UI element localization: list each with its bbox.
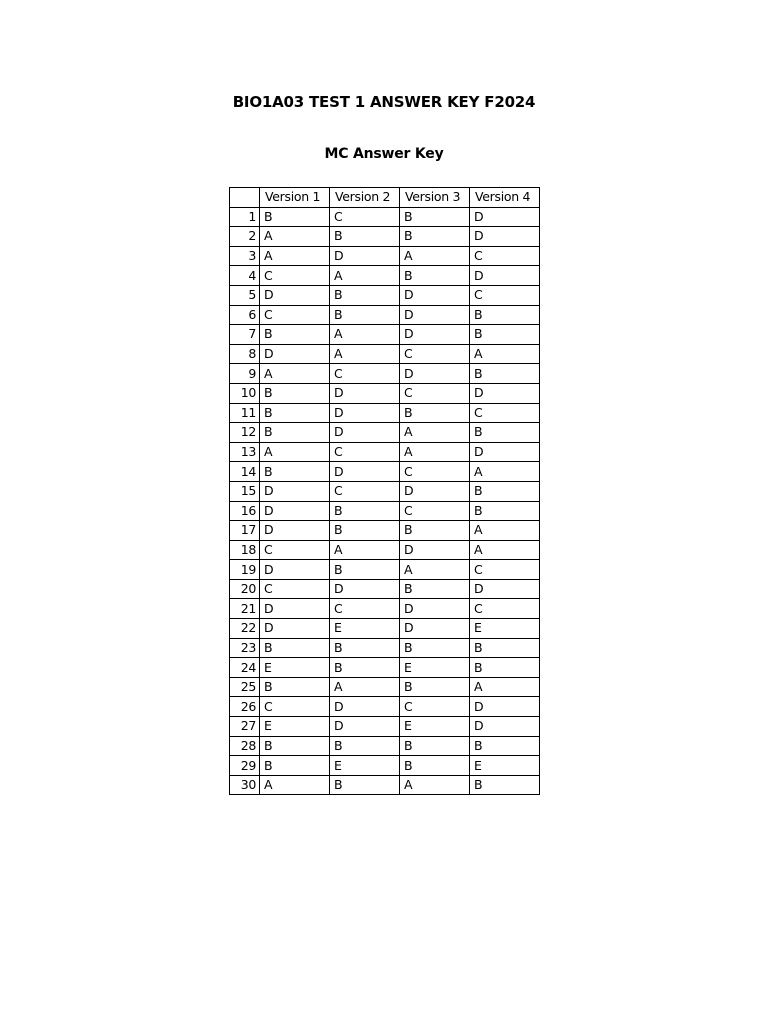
- answer-key-table: [229, 187, 540, 795]
- answer-cell: E: [400, 717, 470, 737]
- answer-cell: A: [260, 364, 330, 384]
- table-row: [230, 442, 540, 462]
- table-row: [230, 501, 540, 521]
- answer-cell: B: [260, 638, 330, 658]
- answer-cell: A: [400, 775, 470, 795]
- question-number: 4: [230, 266, 260, 286]
- answer-cell: D: [260, 521, 330, 541]
- question-number: 11: [230, 403, 260, 423]
- answer-cell: B: [330, 736, 400, 756]
- answer-cell: A: [470, 462, 540, 482]
- question-number: 19: [230, 560, 260, 580]
- header-cell-version-2: Version 2: [330, 188, 400, 208]
- answer-cell: C: [470, 246, 540, 266]
- answer-cell: D: [470, 383, 540, 403]
- question-number: 22: [230, 619, 260, 639]
- answer-cell: D: [470, 717, 540, 737]
- answer-cell: B: [330, 305, 400, 325]
- answer-cell: B: [470, 423, 540, 443]
- question-number: 27: [230, 717, 260, 737]
- answer-cell: B: [330, 285, 400, 305]
- header-cell-version-4: Version 4: [470, 188, 540, 208]
- table-row: [230, 697, 540, 717]
- answer-cell: B: [470, 658, 540, 678]
- answer-cell: C: [400, 501, 470, 521]
- question-number: 25: [230, 677, 260, 697]
- answer-cell: B: [470, 481, 540, 501]
- answer-cell: C: [260, 579, 330, 599]
- answer-cell: D: [400, 481, 470, 501]
- answer-cell: E: [470, 619, 540, 639]
- answer-cell: D: [260, 501, 330, 521]
- answer-cell: D: [400, 619, 470, 639]
- answer-cell: B: [470, 736, 540, 756]
- answer-cell: D: [260, 344, 330, 364]
- table-row: [230, 775, 540, 795]
- header-cell-number: [230, 188, 260, 208]
- table-row: [230, 383, 540, 403]
- answer-cell: D: [330, 403, 400, 423]
- answer-cell: D: [330, 579, 400, 599]
- table-row: [230, 638, 540, 658]
- answer-cell: D: [470, 207, 540, 227]
- header-cell-version-1: Version 1: [260, 188, 330, 208]
- question-number: 29: [230, 756, 260, 776]
- answer-cell: C: [400, 344, 470, 364]
- answer-cell: E: [330, 756, 400, 776]
- answer-cell: A: [470, 344, 540, 364]
- answer-cell: D: [470, 442, 540, 462]
- answer-cell: A: [330, 325, 400, 345]
- answer-cell: C: [330, 442, 400, 462]
- answer-cell: D: [400, 540, 470, 560]
- answer-cell: C: [260, 697, 330, 717]
- answer-cell: D: [400, 305, 470, 325]
- table-row: [230, 364, 540, 384]
- question-number: 12: [230, 423, 260, 443]
- answer-cell: A: [330, 540, 400, 560]
- answer-cell: B: [260, 677, 330, 697]
- answer-cell: B: [400, 266, 470, 286]
- answer-cell: A: [400, 246, 470, 266]
- answer-cell: B: [260, 325, 330, 345]
- table-row: [230, 325, 540, 345]
- answer-cell: D: [470, 227, 540, 247]
- answer-cell: B: [470, 364, 540, 384]
- table-row: [230, 305, 540, 325]
- answer-cell: A: [260, 775, 330, 795]
- answer-cell: B: [260, 383, 330, 403]
- answer-cell: B: [330, 775, 400, 795]
- answer-cell: A: [260, 442, 330, 462]
- question-number: 15: [230, 481, 260, 501]
- answer-cell: D: [330, 423, 400, 443]
- question-number: 3: [230, 246, 260, 266]
- table-row: [230, 736, 540, 756]
- question-number: 13: [230, 442, 260, 462]
- answer-cell: B: [260, 423, 330, 443]
- table-row: [230, 619, 540, 639]
- answer-cell: A: [470, 540, 540, 560]
- answer-cell: A: [400, 442, 470, 462]
- answer-cell: A: [400, 560, 470, 580]
- answer-cell: B: [260, 462, 330, 482]
- answer-cell: D: [260, 619, 330, 639]
- answer-cell: B: [400, 403, 470, 423]
- answer-cell: C: [400, 697, 470, 717]
- question-number: 9: [230, 364, 260, 384]
- answer-cell: C: [330, 364, 400, 384]
- answer-cell: C: [260, 305, 330, 325]
- answer-cell: D: [400, 325, 470, 345]
- answer-cell: E: [400, 658, 470, 678]
- answer-cell: D: [470, 579, 540, 599]
- table-row: [230, 717, 540, 737]
- table-row: [230, 344, 540, 364]
- question-number: 28: [230, 736, 260, 756]
- table-row: [230, 599, 540, 619]
- question-number: 16: [230, 501, 260, 521]
- answer-cell: C: [470, 599, 540, 619]
- table-row: [230, 207, 540, 227]
- answer-cell: A: [330, 266, 400, 286]
- table-row: [230, 462, 540, 482]
- answer-cell: B: [330, 501, 400, 521]
- answer-cell: E: [260, 658, 330, 678]
- answer-cell: E: [330, 619, 400, 639]
- document-title: BIO1A03 TEST 1 ANSWER KEY F2024: [232, 93, 536, 111]
- answer-cell: B: [400, 638, 470, 658]
- question-number: 21: [230, 599, 260, 619]
- table-row: [230, 560, 540, 580]
- question-number: 10: [230, 383, 260, 403]
- question-number: 14: [230, 462, 260, 482]
- answer-cell: B: [470, 325, 540, 345]
- table-row: [230, 423, 540, 443]
- table-row: [230, 285, 540, 305]
- table-row: [230, 677, 540, 697]
- answer-cell: D: [260, 560, 330, 580]
- answer-cell: D: [400, 285, 470, 305]
- answer-cell: C: [400, 462, 470, 482]
- answer-cell: D: [400, 599, 470, 619]
- table-row: [230, 481, 540, 501]
- table-row: [230, 403, 540, 423]
- question-number: 5: [230, 285, 260, 305]
- answer-cell: D: [400, 364, 470, 384]
- answer-cell: B: [330, 560, 400, 580]
- answer-cell: D: [330, 462, 400, 482]
- answer-cell: D: [260, 285, 330, 305]
- answer-cell: D: [260, 481, 330, 501]
- answer-cell: D: [330, 383, 400, 403]
- question-number: 26: [230, 697, 260, 717]
- answer-cell: C: [330, 481, 400, 501]
- section-title: MC Answer Key: [324, 146, 444, 162]
- answer-cell: A: [330, 344, 400, 364]
- answer-cell: A: [470, 677, 540, 697]
- answer-cell: B: [470, 638, 540, 658]
- table-row: [230, 579, 540, 599]
- question-number: 7: [230, 325, 260, 345]
- answer-cell: B: [470, 501, 540, 521]
- answer-cell: B: [470, 775, 540, 795]
- question-number: 23: [230, 638, 260, 658]
- answer-cell: E: [470, 756, 540, 776]
- answer-cell: B: [400, 579, 470, 599]
- answer-cell: B: [260, 756, 330, 776]
- question-number: 2: [230, 227, 260, 247]
- answer-cell: B: [400, 227, 470, 247]
- answer-cell: B: [330, 638, 400, 658]
- answer-cell: D: [470, 266, 540, 286]
- table-row: [230, 266, 540, 286]
- header-row: [230, 188, 540, 208]
- answer-cell: B: [400, 736, 470, 756]
- table-row: [230, 246, 540, 266]
- answer-cell: C: [470, 403, 540, 423]
- answer-cell: B: [260, 403, 330, 423]
- table-row: [230, 658, 540, 678]
- question-number: 6: [230, 305, 260, 325]
- answer-cell: C: [330, 207, 400, 227]
- table-row: [230, 227, 540, 247]
- question-number: 20: [230, 579, 260, 599]
- answer-cell: D: [260, 599, 330, 619]
- answer-cell: D: [330, 717, 400, 737]
- answer-cell: B: [400, 207, 470, 227]
- answer-cell: C: [470, 560, 540, 580]
- answer-cell: D: [330, 246, 400, 266]
- answer-cell: C: [330, 599, 400, 619]
- answer-cell: E: [260, 717, 330, 737]
- answer-cell: A: [260, 246, 330, 266]
- question-number: 17: [230, 521, 260, 541]
- header-cell-version-3: Version 3: [400, 188, 470, 208]
- answer-cell: D: [330, 697, 400, 717]
- answer-cell: A: [470, 521, 540, 541]
- question-number: 1: [230, 207, 260, 227]
- answer-cell: A: [400, 423, 470, 443]
- answer-cell: B: [330, 658, 400, 678]
- answer-cell: A: [330, 677, 400, 697]
- answer-cell: B: [470, 305, 540, 325]
- answer-cell: A: [260, 227, 330, 247]
- table-row: [230, 540, 540, 560]
- answer-cell: B: [400, 521, 470, 541]
- table-row: [230, 521, 540, 541]
- answer-cell: B: [260, 736, 330, 756]
- answer-cell: B: [330, 227, 400, 247]
- answer-cell: C: [260, 540, 330, 560]
- table-header: [230, 188, 540, 208]
- answer-cell: D: [470, 697, 540, 717]
- answer-cell: C: [260, 266, 330, 286]
- answer-cell: B: [400, 677, 470, 697]
- answer-cell: C: [470, 285, 540, 305]
- answer-cell: B: [400, 756, 470, 776]
- answer-cell: B: [260, 207, 330, 227]
- table-row: [230, 756, 540, 776]
- answer-cell: B: [330, 521, 400, 541]
- question-number: 24: [230, 658, 260, 678]
- answer-cell: C: [400, 383, 470, 403]
- table-body: [230, 207, 540, 795]
- question-number: 30: [230, 775, 260, 795]
- question-number: 8: [230, 344, 260, 364]
- question-number: 18: [230, 540, 260, 560]
